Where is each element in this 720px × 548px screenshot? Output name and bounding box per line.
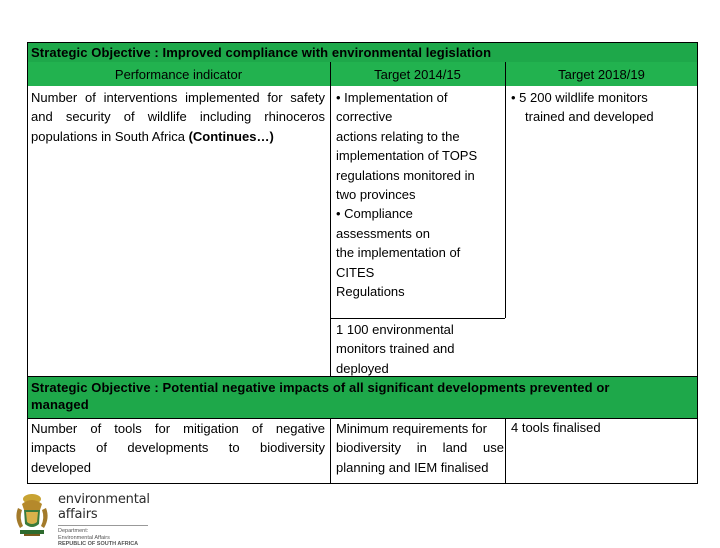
row2-target-2014: Minimum requirements for biodiversity in land use planning and IEM finalised	[336, 421, 504, 475]
footer-brand-block: environmental affairs Department: Environmental Affairs REPUBLIC OF SOUTH AFRICA	[58, 492, 170, 548]
row1-indicator: Number of interventions implemented for safety and security of wildlife including rhinoceros populations in South Africa (Continues…)	[31, 90, 325, 144]
column-divider	[505, 62, 506, 318]
header-target-2018: Target 2018/19	[505, 62, 698, 86]
section2-band	[27, 376, 698, 418]
column-divider	[330, 418, 331, 484]
row2-indicator: Number of tools for mitigation of negative impacts of developments to biodiversity developed	[31, 421, 325, 475]
table-border-bottom	[27, 483, 698, 484]
footer-logo	[10, 490, 170, 547]
header-indicator: Performance indicator	[27, 62, 330, 86]
objectives-table	[27, 42, 698, 484]
row1-target-2018: • 5 200 wildlife monitors trained and developed	[511, 90, 654, 125]
row1-target-2014: • Implementation of corrective actions relating to the implementation of TOPS regulations monitored in two provinces • Compliance assessments on the implementation of CITES Regulations	[336, 90, 478, 300]
row-divider	[27, 418, 698, 419]
continues-label: (Continues…)	[188, 128, 274, 144]
column-divider	[330, 62, 331, 376]
section1-band	[27, 42, 698, 62]
brand-divider	[58, 525, 148, 526]
row-divider	[27, 376, 698, 377]
coat-of-arms-icon	[10, 490, 54, 538]
section1-title: Strategic Objective : Improved compliance with environmental legislation	[31, 45, 492, 60]
row-divider	[330, 318, 505, 319]
table-border-top	[27, 42, 698, 43]
section2-title-line1: Strategic Objective : Potential negative impacts of all significant developments prevented or	[31, 380, 610, 395]
column-divider	[505, 418, 506, 484]
row2-target-2018: 4 tools finalised	[511, 420, 601, 435]
section2-title-line2: managed	[31, 397, 89, 412]
row1-extra-target: 1 100 environmental monitors trained and deployed	[336, 322, 455, 376]
header-target-2014: Target 2014/15	[330, 62, 505, 86]
brand-name: environmental affairs	[58, 492, 150, 522]
